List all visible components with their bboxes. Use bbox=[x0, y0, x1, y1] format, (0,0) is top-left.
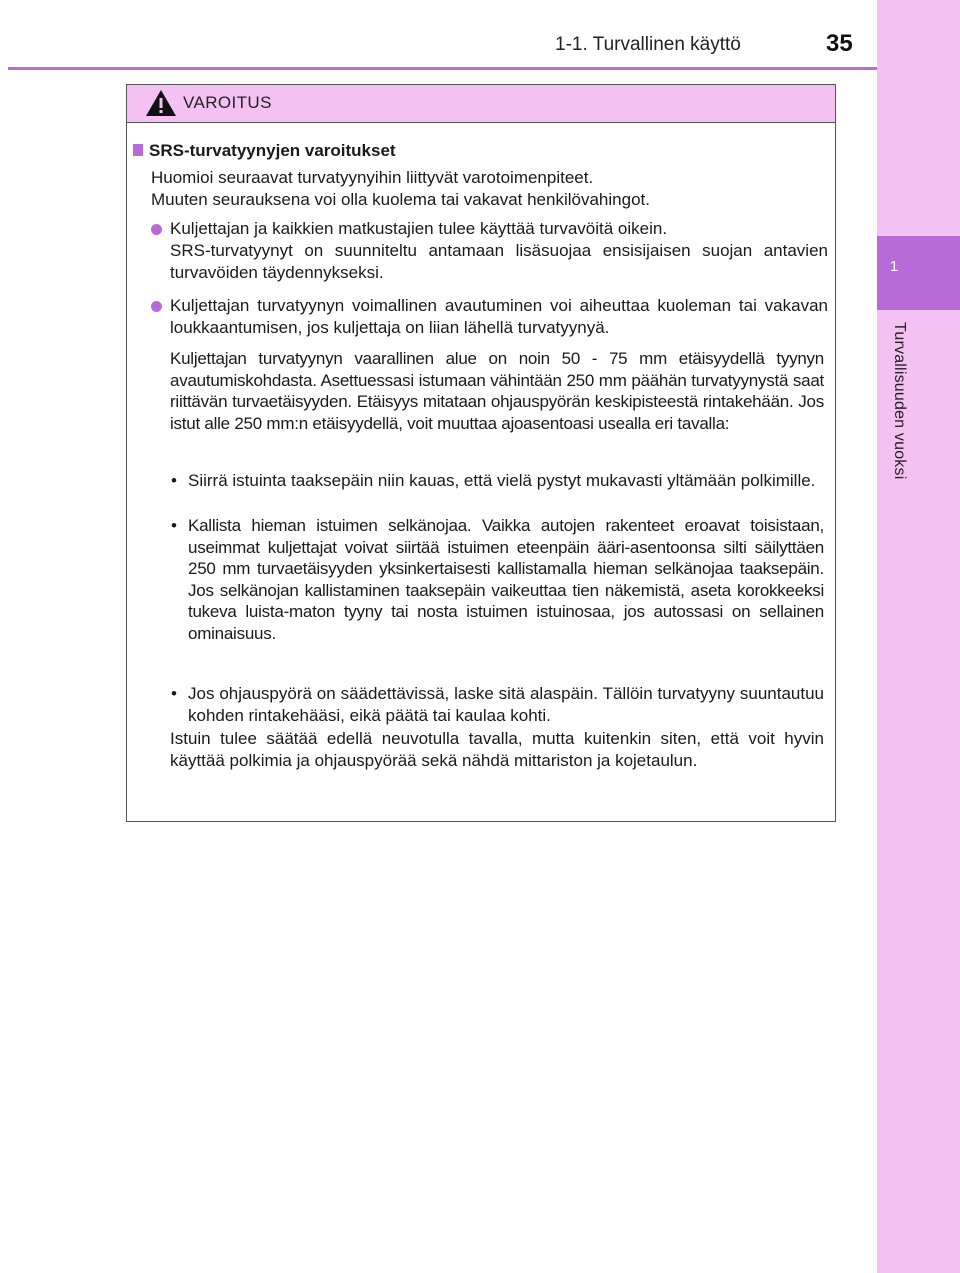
intro-line-2: Muuten seurauksena voi olla kuolema tai vakavat henkilövahingot. bbox=[151, 190, 650, 209]
header-rule bbox=[8, 67, 877, 70]
bullet-2-lead: Kuljettajan turvatyynyn voimallinen avautuminen voi aiheuttaa kuoleman tai vakavan loukkaantumisen, jos kuljettaja on liian lähellä turvatyynyä. bbox=[170, 296, 828, 337]
sub-bullet-marker: • bbox=[171, 516, 177, 535]
side-tab-strip bbox=[877, 0, 960, 1273]
warning-header bbox=[127, 85, 835, 123]
warning-triangle-icon bbox=[144, 88, 178, 118]
warning-title: VAROITUS bbox=[183, 93, 272, 112]
bullet-dot-icon bbox=[151, 224, 162, 235]
sub-bullet-marker: • bbox=[171, 471, 177, 490]
bullet-dot-icon bbox=[151, 301, 162, 312]
chapter-number: 1 bbox=[889, 258, 899, 275]
sub-bullet-3: Jos ohjauspyörä on säädettävissä, laske sitä alaspäin. Tällöin turvatyyny suuntautuu kohden rintakehääsi, eikä päätä tai kaulaa kohti. bbox=[188, 684, 824, 725]
warning-box bbox=[126, 84, 836, 822]
sub-bullet-2: Kallista hieman istuimen selkänojaa. Vaikka autojen rakenteet eroavat toisistaan, useimmat kuljettajat voivat siirtää istuimen eteenpäin ääri-asentoonsa silti säilyttäen 250 mm turvaetäisyyden yksinkertaisesti kallistamalla hieman selkänojaa taaksepäin. Jos selkänojan kallistaminen taaksepäin vaikeuttaa tien näkemistä, aseta korokkeeksi tukeva luista-maton tyyny tai nosta istuimen istuinosaa, jos autossasi on sellainen ominaisuus. bbox=[188, 516, 824, 643]
bullet-2-body: Kuljettajan turvatyynyn vaarallinen alue on noin 50 - 75 mm etäisyydellä tyynyn avautumiskohdasta. Asettuessasi istumaan vähintään 250 mm päähän turvatyynystä saat riittävän turvaetäisyyden. Etäisyys mitataan ohjauspyörän keskipisteestä rintakehään. Jos istut alle 250 mm:n etäisyydellä, voit muuttaa ajoasentoasi usealla eri tavalla: bbox=[170, 349, 824, 433]
closing-paragraph: Istuin tulee säätää edellä neuvotulla tavalla, mutta kuitenkin siten, että voit hyvin käyttää polkimia ja ohjauspyörää sekä nähdä mittariston ja kojetaulun. bbox=[170, 729, 824, 770]
section-title: 1-1. Turvallinen käyttö bbox=[555, 34, 741, 55]
bullet-1-lead: Kuljettajan ja kaikkien matkustajien tulee käyttää turvavöitä oikein. bbox=[170, 219, 668, 238]
page-number: 35 bbox=[826, 30, 853, 57]
intro-line-1: Huomioi seuraavat turvatyynyihin liittyvät varotoimenpiteet. bbox=[151, 168, 594, 187]
section-heading: SRS-turvatyynyjen varoitukset bbox=[133, 140, 396, 162]
chapter-label: Turvallisuuden vuoksi bbox=[891, 322, 908, 480]
sub-bullet-1: Siirrä istuinta taaksepäin niin kauas, että vielä pystyt mukavasti yltämään polkimille. bbox=[188, 471, 816, 490]
bullet-1-body: SRS-turvatyynyt on suunniteltu antamaan lisäsuojaa ensisijaisen suojan antavien turvavöiden täydennykseksi. bbox=[170, 241, 828, 282]
square-bullet-icon bbox=[133, 144, 143, 156]
sub-bullet-marker: • bbox=[171, 684, 177, 703]
